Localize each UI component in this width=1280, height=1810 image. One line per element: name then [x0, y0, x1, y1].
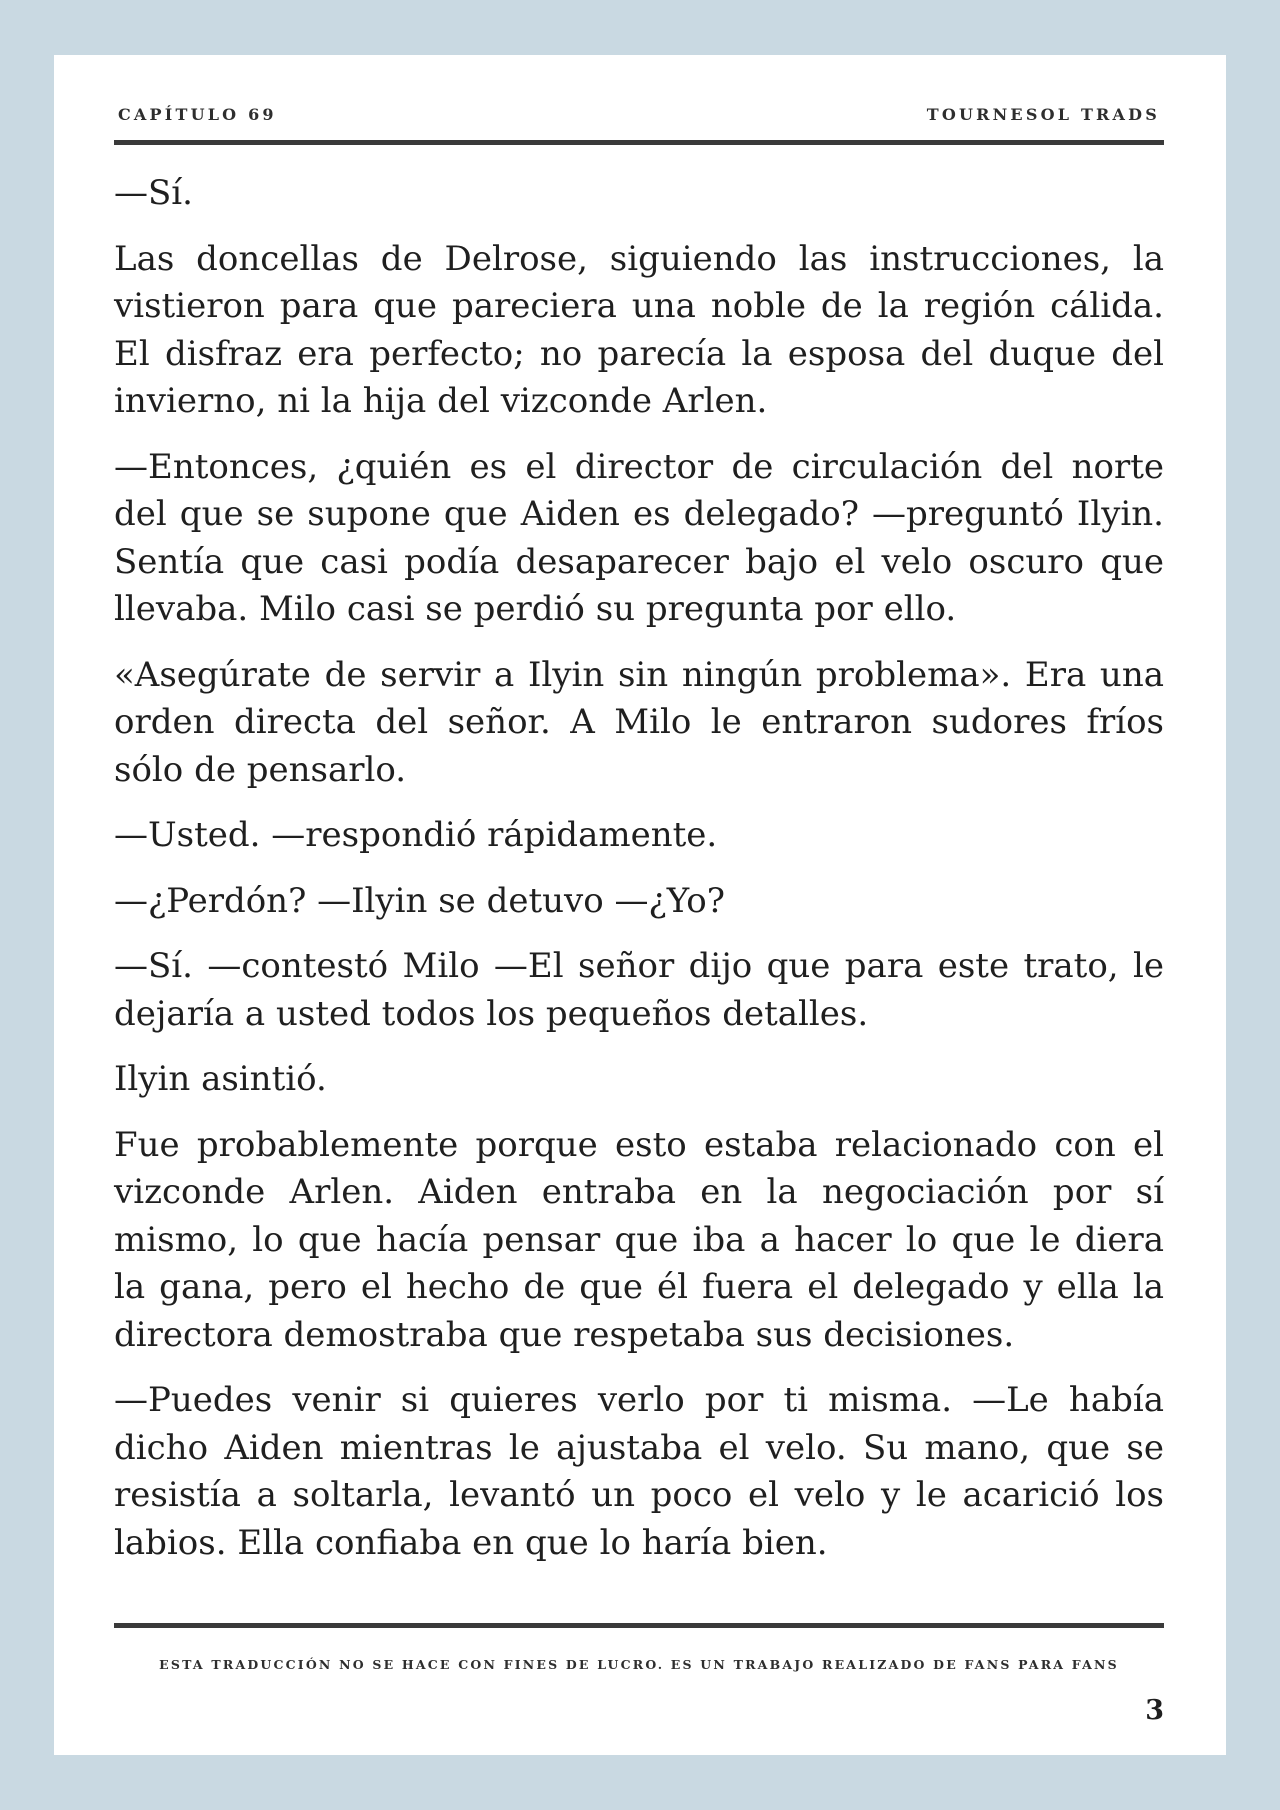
page-number: 3	[1145, 1695, 1164, 1726]
footer-disclaimer: ESTA TRADUCCIÓN NO SE HACE CON FINES DE LUCRO. ES UN TRABAJO REALIZADO DE FANS PARA FANS	[159, 1657, 1119, 1672]
paragraph: —Usted. —respondió rápidamente.	[114, 815, 718, 855]
paragraph: Las doncellas de Delrose, siguiendo las instrucciones, la vistieron para que pareciera una noble de la región cálida. El disfraz era perfecto; no parecía la esposa del duque del invierno, ni la hija del vizconde Arlen.	[114, 238, 1164, 421]
paragraph: —Sí.	[114, 173, 193, 213]
paragraph: «Asegúrate de servir a Ilyin sin ningún problema». Era una orden directa del señor. A Milo le entraron sudores fríos sólo de pensarlo.	[114, 654, 1164, 790]
header-divider	[114, 140, 1164, 145]
page-header	[118, 105, 1160, 127]
document-page	[54, 55, 1226, 1755]
paragraph: —Entonces, ¿quién es el director de circulación del norte del que se supone que Aiden es delegado? —preguntó Ilyin. Sentía que casi podía desaparecer bajo el velo oscuro que llevaba. Milo casi se perdió su pregunta por ello.	[114, 446, 1164, 629]
group-label: TOURNESOL TRADS	[926, 105, 1160, 124]
paragraph: Fue probablemente porque esto estaba relacionado con el vizconde Arlen. Aiden entraba en la negociación por sí mismo, lo que hacía pensar que iba a hacer lo que le diera la gana, pero el hecho de que él fuera el delegado y ella la directora demostraba que respetaba sus decisiones.	[114, 1124, 1164, 1355]
chapter-text	[114, 170, 1164, 1585]
paragraph: —¿Perdón? —Ilyin se detuvo —¿Yo?	[114, 880, 725, 921]
paragraph: —Puedes venir si quieres verlo por ti misma. —Le había dicho Aiden mientras le ajustaba el velo. Su mano, que se resistía a soltarla, levantó un poco el velo y le acarició los labios. Ella confiaba en que lo haría bien.	[114, 1380, 1164, 1563]
paragraph: —Sí. —contestó Milo —El señor dijo que para este trato, le dejaría a usted todos los pequeños detalles.	[114, 946, 1164, 1034]
chapter-label: CAPÍTULO 69	[118, 105, 277, 124]
footer-divider	[114, 1623, 1164, 1628]
paragraph: Ilyin asintió.	[114, 1059, 327, 1099]
